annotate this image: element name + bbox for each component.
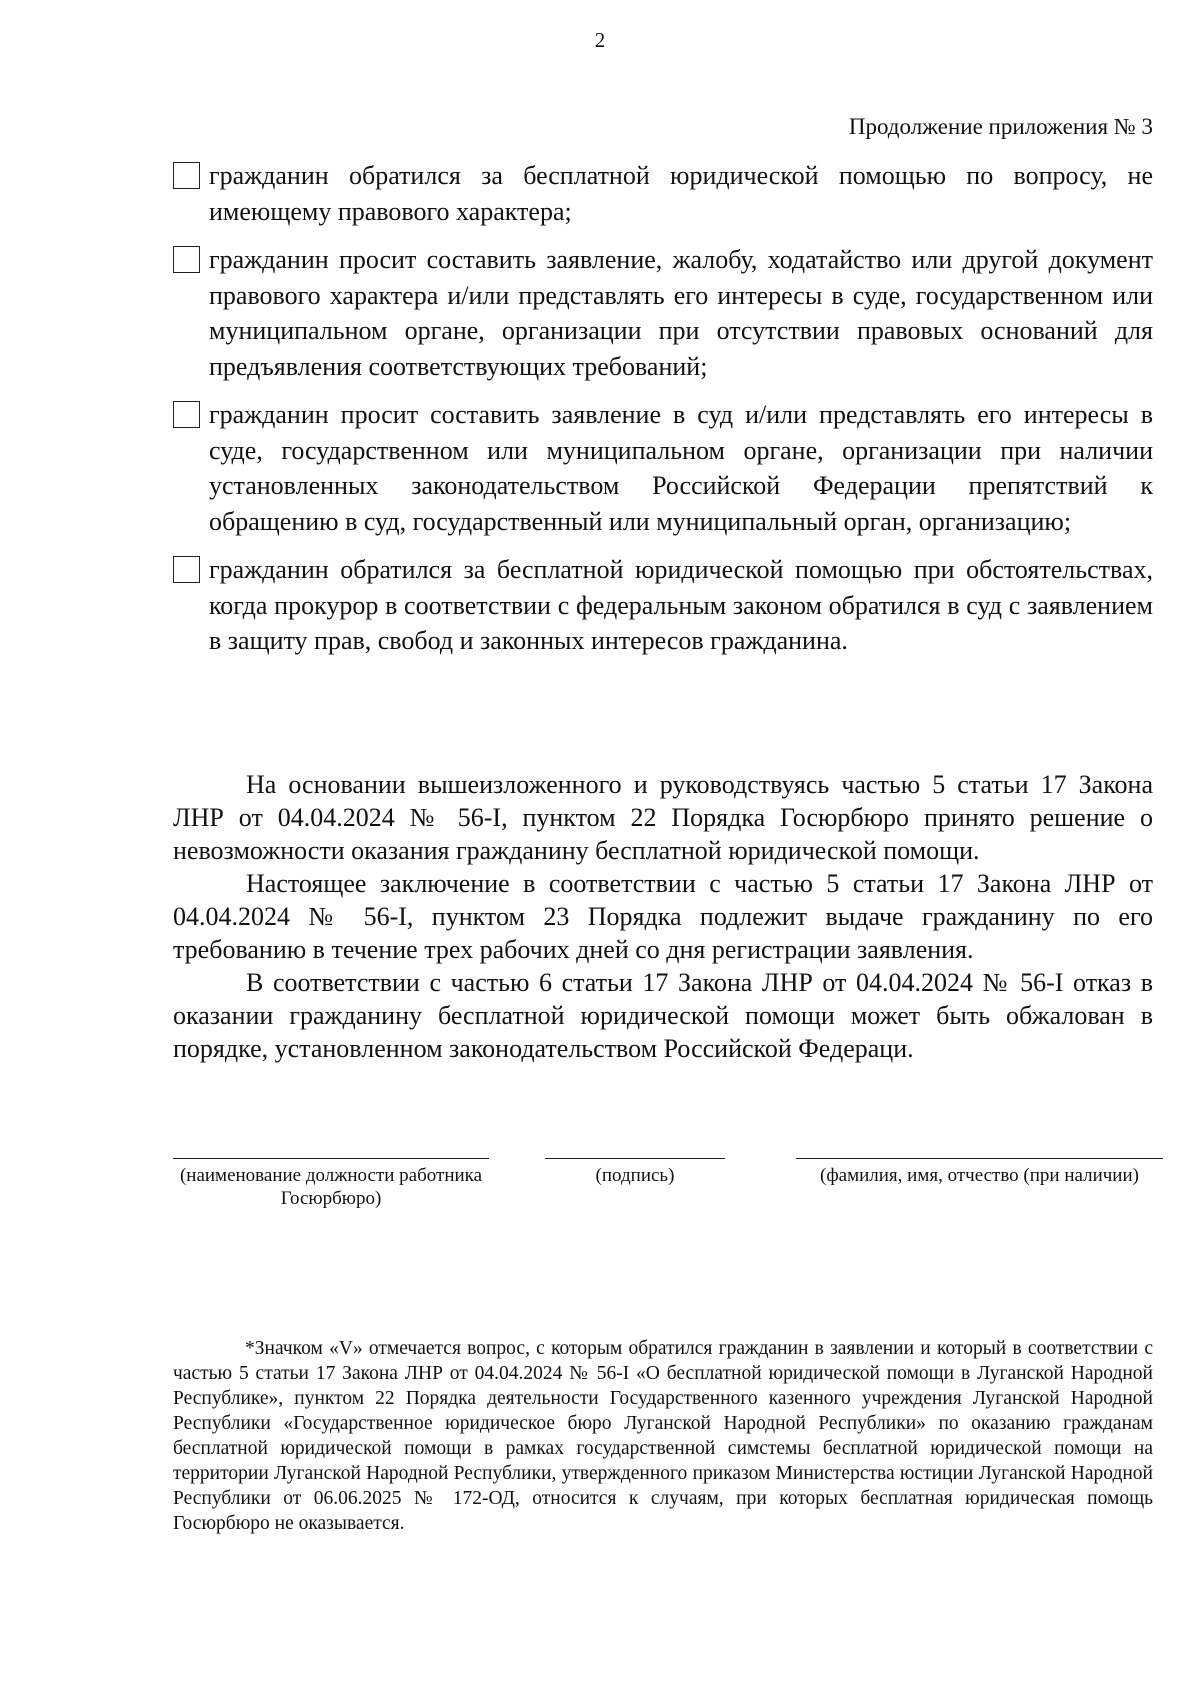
name-line [796, 1158, 1163, 1159]
signature-position-column [173, 1158, 489, 1210]
checkbox-item-text: гражданин просит составить заявление, жалобу, ходатайство или другой документ правового характера и/или представлять его интересы в суде, государственном или муниципальном органе, организации при отсутствии правовых оснований для предъявления соответствующих требований; [209, 245, 1153, 381]
checkbox-1[interactable] [173, 162, 200, 189]
checkbox-2[interactable] [173, 246, 200, 273]
checkbox-3[interactable] [173, 401, 200, 428]
paragraph-appeal: В соответствии с частью 6 статьи 17 Закона ЛНР от 04.04.2024 № 56-I отказ в оказании гражданину бесплатной юридической помощи может быть обжалован в порядке, установленном законодательством Российской Федераци. [173, 968, 1153, 1063]
paragraph-issuance: Настоящее заключение в соответствии с частью 5 статьи 17 Закона ЛНР от 04.04.2024 № 56-I, пунктом 23 Порядка подлежит выдаче гражданину по его требованию в течение трех рабочих дней со дня регистрации заявления. [173, 869, 1153, 964]
footnote: *Значком «V» отмечается вопрос, с которым обратился гражданин в заявлении и который в соответствии с частью 5 статьи 17 Закона ЛНР от 04.04.2024 № 56-I «О бесплатной юридической помощи в Луганской Народной Республике», пунктом 22 Порядка деятельности Государственного казенного учреждения Луганской Народной Республики «Государственное юридическое бюро Луганской Народной Республики» по оказанию гражданам бесплатной юридической помощи в рамках государственной симстемы бесплатной юридической помощи на территории Луганской Народной Республики, утвержденного приказом Министерства юстиции Луганской Народной Республики от 06.06.2025 № 172-ОД, относится к случаям, при которых бесплатная юридическая помощь Госюрбюро не оказывается. [173, 1338, 1153, 1534]
name-caption: (фамилия, имя, отчество (при наличии) [820, 1165, 1139, 1186]
checkbox-list [173, 158, 1153, 659]
checkbox-item-3 [173, 397, 1153, 539]
checkbox-item-2 [173, 242, 1153, 384]
checkbox-item-text: гражданин обратился за бесплатной юридической помощью по вопросу, не имеющему правового характера; [209, 161, 1153, 226]
signature-name-column [796, 1158, 1163, 1187]
signature-block [173, 1158, 1163, 1218]
signature-line [545, 1158, 725, 1159]
paragraph-decision: На основании вышеизложенного и руководствуясь частью 5 статьи 17 Закона ЛНР от 04.04.2024 № 56-I, пунктом 22 Порядка Госюрбюро принято решение о невозможности оказания гражданину бесплатной юридической помощи. [173, 770, 1153, 865]
checkbox-item-1 [173, 158, 1153, 229]
appendix-continuation-note: Продолжение приложения № 3 [848, 114, 1153, 139]
position-caption: (наименование должности работника Госюрбюро) [179, 1165, 483, 1209]
checkbox-item-4 [173, 552, 1153, 659]
body-paragraphs [173, 768, 1153, 1065]
signature-sign-column [545, 1158, 725, 1187]
checkbox-item-text: гражданин просит составить заявление в суд и/или представлять его интересы в суде, государственном или муниципальном органе, организации при наличии установленных законодательством Российской Федерации препятствий к обращению в суд, государственный или муниципальный орган, организацию; [209, 400, 1153, 536]
signature-caption: (подпись) [595, 1165, 675, 1186]
page-number: 2 [594, 28, 606, 52]
checkbox-item-text: гражданин обратился за бесплатной юридической помощью при обстоятельствах, когда прокурор в соответствии с федеральным законом обратился в суд с заявлением в защиту прав, свобод и законных интересов гражданина. [209, 555, 1153, 655]
position-line [173, 1158, 489, 1159]
checkbox-4[interactable] [173, 556, 200, 583]
